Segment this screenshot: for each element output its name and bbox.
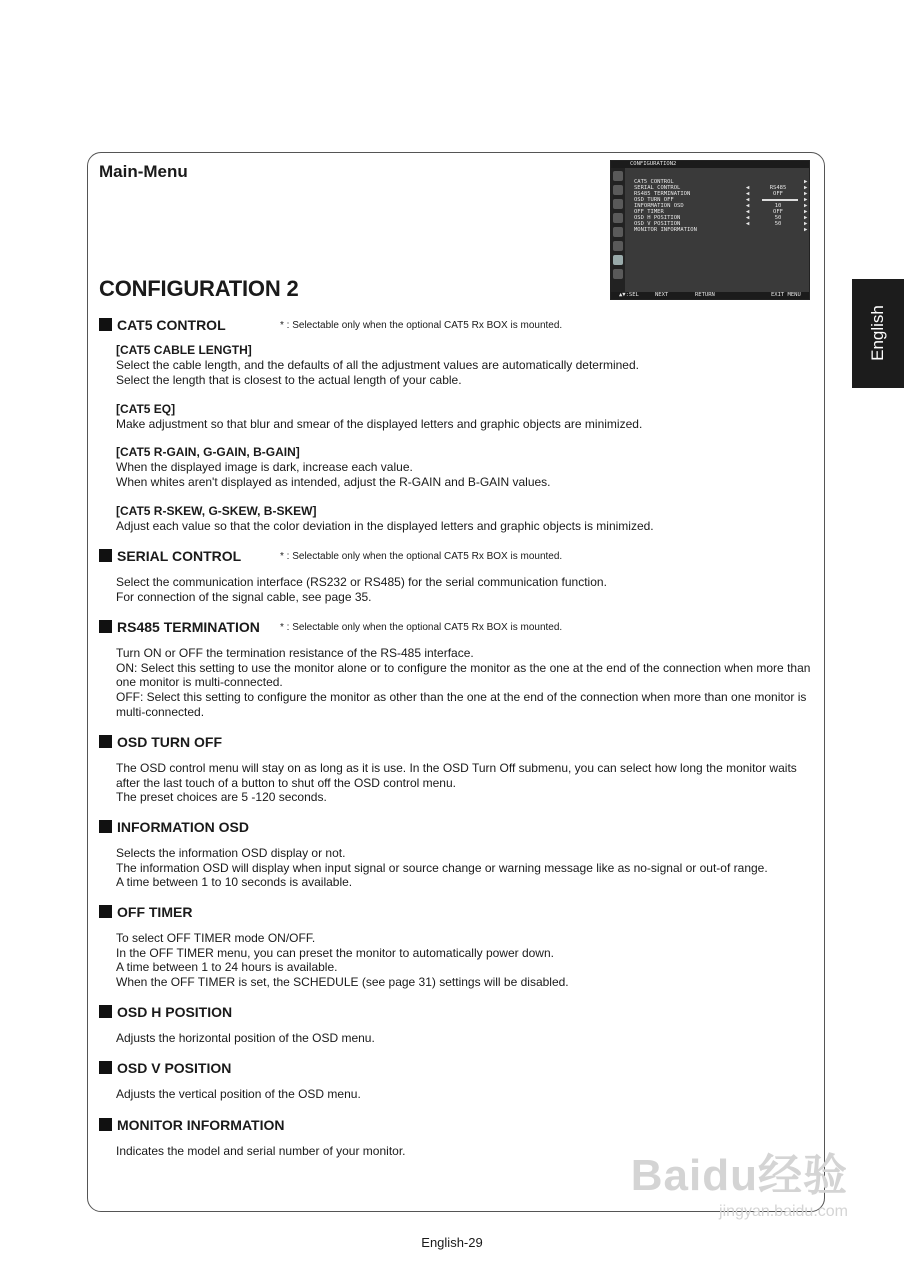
cat5-gain-title: [CAT5 R-GAIN, G-GAIN, B-GAIN] xyxy=(116,445,300,459)
bullet-square-icon xyxy=(99,820,112,833)
cat5-skew-title: [CAT5 R-SKEW, G-SKEW, B-SKEW] xyxy=(116,504,317,518)
text-line: OFF: Select this setting to configure the monitor as other than the one at the end of the connection when more than one monitor is multi-connected. xyxy=(116,690,807,719)
osd-pip-icon xyxy=(613,227,623,237)
text-line: Adjust each value so that the color deviation in the displayed letters and graphic objects is minimized. xyxy=(116,519,654,533)
bullet-square-icon xyxy=(99,905,112,918)
cat5-note: * : Selectable only when the optional CAT5 Rx BOX is mounted. xyxy=(280,320,563,331)
text-line: Selects the information OSD display or not. xyxy=(116,846,346,860)
off-timer-text xyxy=(116,931,816,990)
osd-v-position-text xyxy=(116,1087,816,1102)
text-line: The information OSD will display when input signal or source change or warning message like as no-signal or out-of range. xyxy=(116,860,768,875)
text-line: When whites aren't displayed as intended, adjust the R-GAIN and B-GAIN values. xyxy=(116,474,551,489)
osd-left-arrow-icon: ◀ xyxy=(746,209,750,215)
osd-config2-icon xyxy=(613,255,623,265)
osd-row-label: OSD H POSITION xyxy=(634,215,681,221)
text-line: Select the length that is closest to the actual length of your cable. xyxy=(116,372,462,387)
osd-footer-return: RETURN xyxy=(695,292,715,298)
bullet-square-icon xyxy=(99,620,112,633)
osd-left-arrow-icon: ◀ xyxy=(746,215,750,221)
text-line: In the OFF TIMER menu, you can preset the monitor to automatically power down. xyxy=(116,945,554,960)
section-heading: SERIAL CONTROL xyxy=(117,548,242,564)
osd-row-value: RS485 xyxy=(769,185,787,191)
cat5-eq-title: [CAT5 EQ] xyxy=(116,402,176,416)
bullet-square-icon xyxy=(99,1005,112,1018)
osd-row-label: OFF TIMER xyxy=(634,209,664,215)
osd-right-arrow-icon: ▶ xyxy=(804,227,808,233)
text-line: A time between 1 to 10 seconds is available. xyxy=(116,875,353,890)
osd-right-arrow-icon: ▶ xyxy=(804,185,808,191)
main-menu-label: Main-Menu xyxy=(99,162,188,181)
osd-footer-sel: ▲▼:SEL xyxy=(619,292,639,298)
bullet-square-icon xyxy=(99,1118,112,1131)
language-tab xyxy=(852,279,904,388)
serial-note: * : Selectable only when the optional CAT5 Rx BOX is mounted. xyxy=(280,551,563,562)
osd-row-label: RS485 TERMINATION xyxy=(634,191,691,197)
osd-row-label: MONITOR INFORMATION xyxy=(634,227,697,233)
osd-row-label: SERIAL CONTROL xyxy=(634,185,681,191)
osd-config1-icon xyxy=(613,241,623,251)
osd-right-arrow-icon: ▶ xyxy=(804,191,808,197)
bullet-square-icon xyxy=(99,735,112,748)
text-line: Adjusts the vertical position of the OSD menu. xyxy=(116,1087,361,1101)
section-heading: MONITOR INFORMATION xyxy=(117,1117,285,1133)
osd-h-position-text xyxy=(116,1031,816,1046)
osd-row-label: OSD TURN OFF xyxy=(634,197,674,203)
section-heading: INFORMATION OSD xyxy=(117,819,249,835)
osd-row-label: INFORMATION OSD xyxy=(634,203,684,209)
rs485-note: * : Selectable only when the optional CAT5 Rx BOX is mounted. xyxy=(280,622,563,633)
osd-footer xyxy=(611,292,809,299)
osd-left-arrow-icon: ◀ xyxy=(746,203,750,209)
osd-left-arrow-icon: ◀ xyxy=(746,191,750,197)
text-line: Make adjustment so that blur and smear of the displayed letters and graphic objects are minimized. xyxy=(116,417,643,431)
text-line: When the displayed image is dark, increase each value. xyxy=(116,460,413,474)
osd-right-arrow-icon: ▶ xyxy=(804,209,808,215)
osd-footer-exit: EXIT MENU xyxy=(771,292,801,298)
osd-right-arrow-icon: ▶ xyxy=(804,215,808,221)
text-line: Select the communication interface (RS232 or RS485) for the serial communication function. xyxy=(116,575,607,589)
osd-advanced-icon xyxy=(613,269,623,279)
osd-right-arrow-icon: ▶ xyxy=(804,221,808,227)
text-line: When the OFF TIMER is set, the SCHEDULE (see page 31) settings will be disabled. xyxy=(116,975,569,990)
watermark-url: jingyan.baidu.com xyxy=(719,1203,848,1220)
osd-row-label: OSD V POSITION xyxy=(634,221,681,227)
serial-text xyxy=(116,575,816,604)
language-tab-label: English xyxy=(868,305,887,361)
osd-right-arrow-icon: ▶ xyxy=(804,197,808,203)
section-heading: RS485 TERMINATION xyxy=(117,619,260,635)
section-heading: OSD V POSITION xyxy=(117,1060,232,1076)
text-line: The preset choices are 5 -120 seconds. xyxy=(116,790,327,805)
watermark-brand: Baidu经验 xyxy=(630,1151,848,1200)
rs485-text xyxy=(116,646,816,720)
bullet-square-icon xyxy=(99,549,112,562)
osd-left-arrow-icon: ◀ xyxy=(746,185,750,191)
page-title: CONFIGURATION 2 xyxy=(99,276,299,301)
cat5-cable-length-title: [CAT5 CABLE LENGTH] xyxy=(116,343,252,357)
text-line: The OSD control menu will stay on as long as it is use. In the OSD Turn Off submenu, you can select how long the monitor waits after the last touch of a button to shut off the OSD control menu. xyxy=(116,761,797,790)
watermark xyxy=(631,1150,848,1222)
section-heading: CAT5 CONTROL xyxy=(117,317,226,333)
osd-footer-next: NEXT xyxy=(655,292,669,298)
cat5-gain-text xyxy=(116,460,816,489)
osd-schedule-icon xyxy=(613,213,623,223)
osd-screen-icon xyxy=(613,185,623,195)
text-line: Adjusts the horizontal position of the OSD menu. xyxy=(116,1031,375,1045)
osd-right-arrow-icon: ▶ xyxy=(804,179,808,185)
section-heading: OSD H POSITION xyxy=(117,1004,233,1020)
osd-row-value: 50 xyxy=(774,221,782,227)
text-line: A time between 1 to 24 hours is available. xyxy=(116,960,338,975)
osd-menu-row xyxy=(634,227,808,233)
section-heading: OSD TURN OFF xyxy=(117,734,222,750)
osd-screenshot xyxy=(610,160,810,300)
osd-row-value: 10 xyxy=(774,203,782,209)
text-line: To select OFF TIMER mode ON/OFF. xyxy=(116,931,316,945)
text-line: Indicates the model and serial number of your monitor. xyxy=(116,1144,406,1158)
osd-row-value: OFF xyxy=(773,209,783,215)
osd-row-label: CAT5 CONTROL xyxy=(634,179,674,185)
text-line: Turn ON or OFF the termination resistance of the RS-485 interface. xyxy=(116,646,474,660)
bullet-square-icon xyxy=(99,318,112,331)
osd-row-value: 50 xyxy=(774,215,782,221)
osd-left-arrow-icon: ◀ xyxy=(746,221,750,227)
osd-row-value: OFF xyxy=(773,191,783,197)
text-line: Select the cable length, and the defaults of all the adjustment values are automatically determined. xyxy=(116,358,639,372)
cat5-cable-length-text xyxy=(116,358,816,387)
information-osd-text xyxy=(116,846,816,890)
osd-right-arrow-icon: ▶ xyxy=(804,203,808,209)
osd-icon-column xyxy=(611,168,625,292)
osd-menu-rows xyxy=(634,179,808,233)
cat5-eq-text xyxy=(116,417,816,432)
cat5-skew-text xyxy=(116,519,816,534)
osd-left-arrow-icon: ◀ xyxy=(746,197,750,203)
text-line: ON: Select this setting to use the monitor alone or to configure the monitor as the one at the end of the connection when more than one monitor is multi-connected. xyxy=(116,660,811,690)
section-heading: OFF TIMER xyxy=(117,904,193,920)
osd-audio-icon xyxy=(613,199,623,209)
osd-title: CONFIGURATION2 xyxy=(611,161,809,168)
text-line: For connection of the signal cable, see page 35. xyxy=(116,589,372,604)
osd-turn-off-text xyxy=(116,761,816,805)
osd-slider-bar xyxy=(762,199,798,201)
page-number: English-29 xyxy=(421,1235,483,1250)
osd-picture-icon xyxy=(613,171,623,181)
bullet-square-icon xyxy=(99,1061,112,1074)
